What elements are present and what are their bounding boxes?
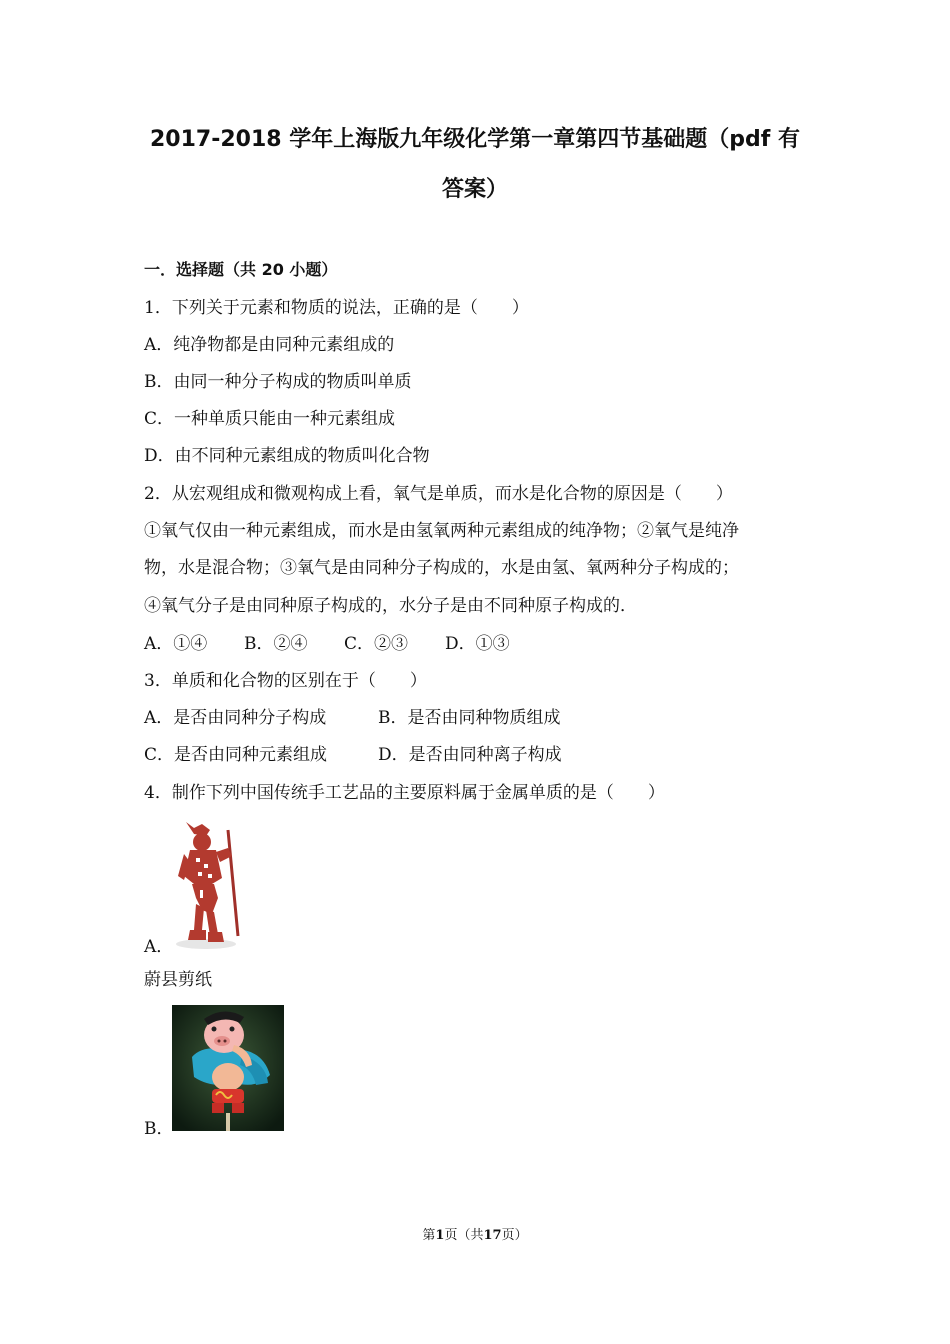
footer-suffix: 页） [501,1228,528,1243]
question-4-stem: 4．制作下列中国传统手工艺品的主要原料属于金属单质的是（ ） [144,783,665,803]
question-3-option-a: A．是否由同种分子构成 [144,708,327,728]
question-4-option-b-label: B． [144,1119,174,1139]
document-title-line-2: 答案） [441,177,508,202]
question-2-stem: 2．从宏观组成和微观构成上看，氧气是单质，而水是化合物的原因是（ ） [144,484,733,504]
question-1-option-d: D．由不同种元素组成的物质叫化合物 [144,446,430,466]
footer-middle: 页（共 [444,1228,484,1243]
question-2-body-line-3: ④氧气分子是由同种原子构成的，水分子是由不同种原子构成的． [144,596,637,616]
page-footer [0,1226,950,1246]
question-1-option-b: B．由同一种分子构成的物质叫单质 [144,372,412,392]
question-3-option-b: B．是否由同种物质组成 [378,708,561,728]
question-2-option-d: D．①③ [445,634,510,654]
footer-page-number: 1 [435,1228,445,1243]
question-3-option-d: D．是否由同种离子构成 [378,745,562,765]
question-2-body-line-1: ①氧气仅由一种元素组成，而水是由氢氧两种元素组成的纯净物；②氧气是纯净 [144,521,739,541]
footer-total-pages: 17 [483,1228,502,1243]
question-2-body-line-2: 物，水是混合物；③氧气是由同种分子构成的，水是由氢、氧两种分子构成的； [144,558,739,578]
question-3-option-c: C．是否由同种元素组成 [144,745,328,765]
question-1-stem: 1．下列关于元素和物质的说法，正确的是（ ） [144,298,529,318]
question-3-stem: 3．单质和化合物的区别在于（ ） [144,671,427,691]
question-2-option-c: C．②③ [344,634,409,654]
question-1-option-c: C．一种单质只能由一种元素组成 [144,409,396,429]
section-heading: 一．选择题（共 20 小题） [144,260,338,279]
question-2-option-b: B．②④ [244,634,308,654]
question-4-option-a-caption: 蔚县剪纸 [144,970,212,990]
dough-figure-photo-icon [172,1005,284,1131]
question-4-option-a-label: A． [144,937,174,957]
footer-prefix: 第 [422,1228,436,1243]
paper-cut-figure-icon [172,818,252,952]
document-title-line-1: 2017-2018 学年上海版九年级化学第一章第四节基础题（pdf 有 [150,127,800,152]
question-1-option-a: A．纯净物都是由同种元素组成的 [144,335,395,355]
question-2-option-a: A．①④ [144,634,208,654]
paper-cut-image [172,818,252,952]
dough-figure-image [172,1005,284,1131]
